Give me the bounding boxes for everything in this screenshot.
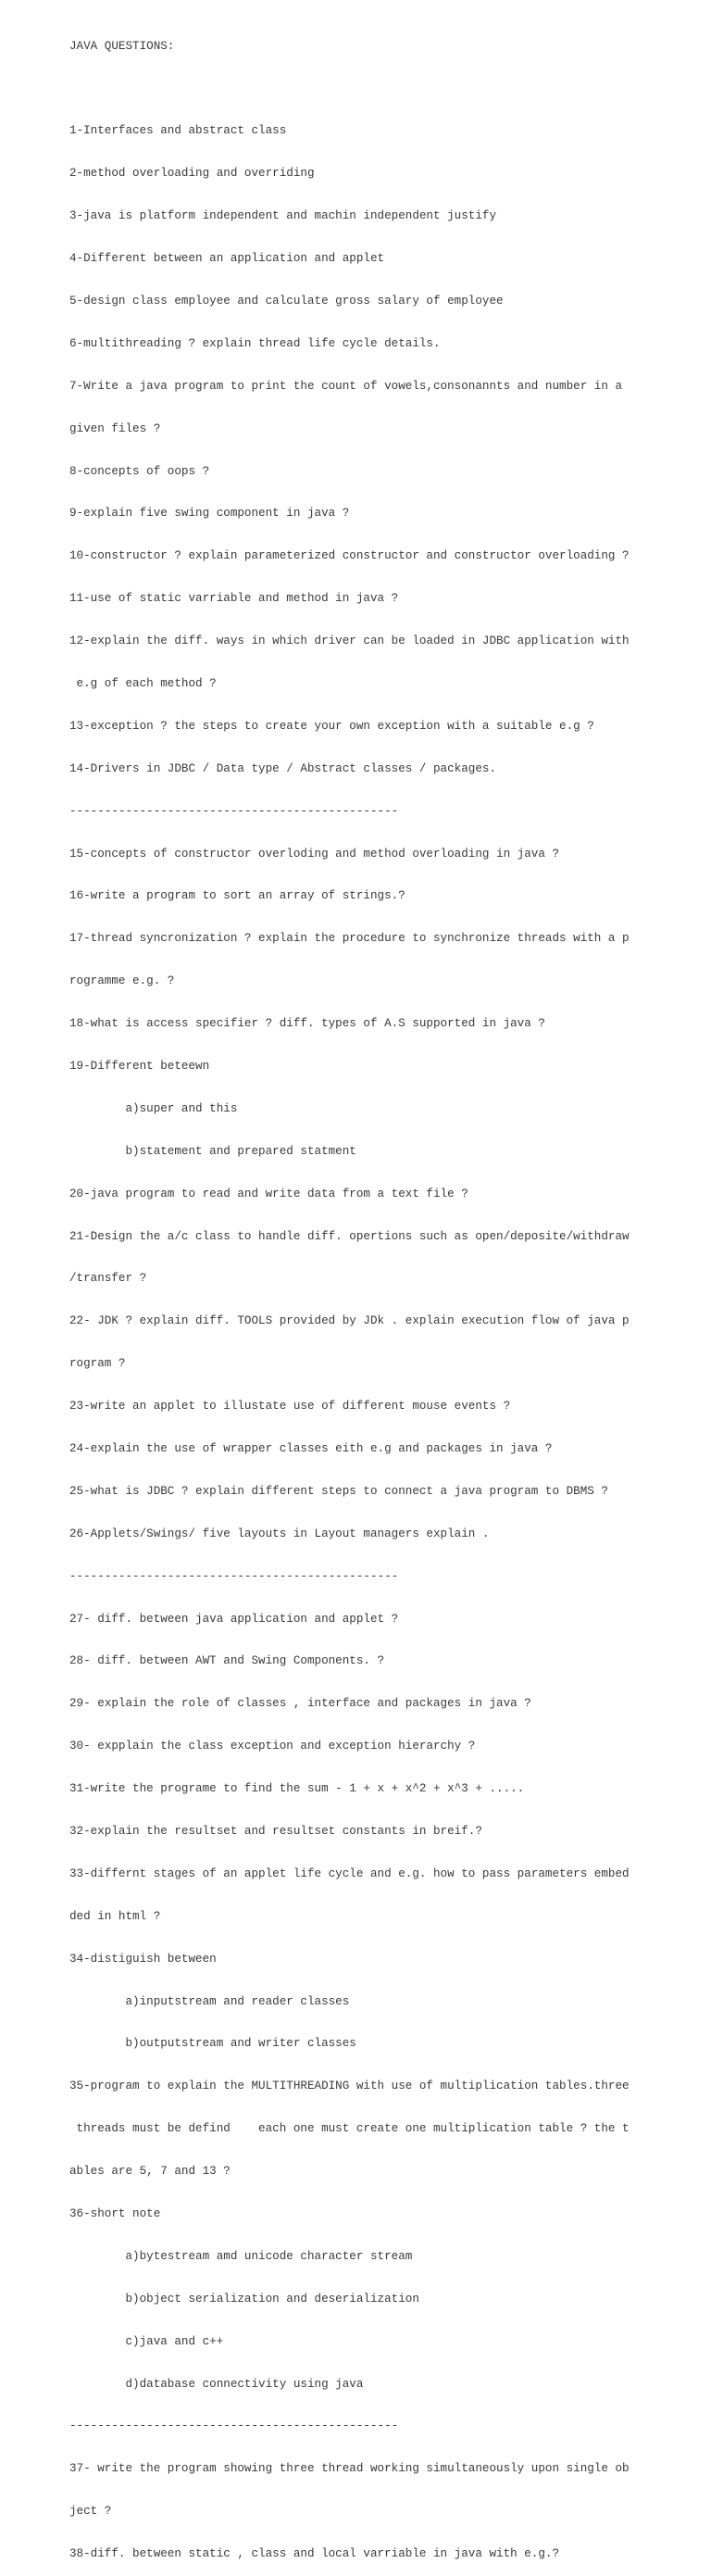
document-body [69, 11, 699, 2576]
question-line: 34-distiguish between [69, 1952, 217, 1966]
question-line: 15-concepts of constructor overloding and method overloading in java ? [69, 847, 560, 861]
sub-item-line: a)super and this [69, 1101, 238, 1115]
question-line: 27- diff. between java application and applet ? [69, 1612, 399, 1626]
question-line: 11-use of static varriable and method in java ? [69, 592, 399, 606]
question-line: 1-Interfaces and abstract class [69, 124, 287, 138]
question-line: 16-write a program to sort an array of strings.? [69, 889, 405, 903]
question-line: rogramme e.g. ? [69, 974, 175, 988]
sub-item-line: d)database connectivity using java [69, 2377, 364, 2391]
section-divider: ----------------------------------------------- [69, 1569, 399, 1583]
question-line: 4-Different between an application and applet [69, 252, 385, 266]
question-line: 24-explain the use of wrapper classes eith e.g and packages in java ? [69, 1441, 553, 1455]
question-line: 20-java program to read and write data from a text file ? [69, 1187, 468, 1200]
question-line: e.g of each method ? [69, 676, 217, 690]
question-line: 18-what is access specifier ? diff. types of A.S supported in java ? [69, 1017, 545, 1031]
sub-item-line: b)statement and prepared statment [69, 1144, 356, 1158]
question-line: 7-Write a java program to print the count of vowels,consonannts and number in a [69, 379, 623, 393]
question-line: 21-Design the a/c class to handle diff. opertions such as open/deposite/withdraw [69, 1229, 630, 1243]
section-divider: ----------------------------------------------- [69, 2419, 399, 2433]
question-line: 19-Different beteewn [69, 1059, 210, 1073]
question-line: 29- explain the role of classes , interface and packages in java ? [69, 1697, 531, 1711]
question-line: 3-java is platform independent and machin independent justify [69, 209, 497, 223]
question-line: ables are 5, 7 and 13 ? [69, 2165, 231, 2179]
sub-item-line: a)bytestream amd unicode character stream [69, 2249, 413, 2263]
question-line: 9-explain five swing component in java ? [69, 507, 350, 521]
question-line: 8-concepts of oops ? [69, 464, 210, 478]
question-line: given files ? [69, 421, 161, 435]
question-line: 10-constructor ? explain parameterized constructor and constructor overloading ? [69, 549, 630, 563]
question-line: 23-write an applet to illustate use of different mouse events ? [69, 1400, 511, 1414]
blank-line [69, 82, 699, 95]
question-line: 17-thread syncronization ? explain the procedure to synchronize threads with a p [69, 932, 630, 946]
question-line: ded in html ? [69, 1909, 161, 1923]
question-line: 36-short note [69, 2207, 161, 2221]
section-divider: ----------------------------------------------- [69, 804, 399, 818]
question-line: 22- JDK ? explain diff. TOOLS provided by JDk . explain execution flow of java p [69, 1314, 630, 1328]
question-line: 30- expplain the class exception and exception hierarchy ? [69, 1740, 476, 1753]
question-line: 38-diff. between static , class and local varriable in java with e.g.? [69, 2547, 560, 2561]
question-line: 25-what is JDBC ? explain different steps to connect a java program to DBMS ? [69, 1484, 608, 1498]
question-line: 35-program to explain the MULTITHREADING with use of multiplication tables.three [69, 2080, 630, 2093]
question-line: 6-multithreading ? explain thread life cycle details. [69, 336, 441, 350]
question-line: 13-exception ? the steps to create your own exception with a suitable e.g ? [69, 719, 594, 733]
question-line: 31-write the programe to find the sum - 1 + x + x^2 + x^3 + ..... [69, 1782, 525, 1796]
sub-item-line: b)object serialization and deserialization [69, 2292, 419, 2306]
sub-item-line: c)java and c++ [69, 2334, 224, 2348]
question-line: 14-Drivers in JDBC / Data type / Abstract classes / packages. [69, 761, 497, 775]
question-line: rogram ? [69, 1357, 126, 1371]
doc-title: JAVA QUESTIONS: [69, 39, 175, 53]
sub-item-line: b)outputstream and writer classes [69, 2037, 356, 2051]
question-line: 33-differnt stages of an applet life cycle and e.g. how to pass parameters embed [69, 1866, 630, 1880]
question-line: 28- diff. between AWT and Swing Components. ? [69, 1654, 385, 1668]
question-line: /transfer ? [69, 1272, 147, 1286]
question-line: 12-explain the diff. ways in which driver can be loaded in JDBC application with [69, 635, 630, 648]
question-line: 5-design class employee and calculate gross salary of employee [69, 294, 504, 308]
question-line: threads must be defind each one must create one multiplication table ? the t [69, 2122, 630, 2136]
question-line: ject ? [69, 2505, 112, 2519]
question-line: 2-method overloading and overriding [69, 167, 315, 181]
sub-item-line: a)inputstream and reader classes [69, 1994, 350, 2008]
question-line: 26-Applets/Swings/ five layouts in Layout managers explain . [69, 1527, 490, 1540]
question-line: 37- write the program showing three thread working simultaneously upon single ob [69, 2462, 630, 2476]
question-line: 32-explain the resultset and resultset constants in breif.? [69, 1825, 482, 1838]
